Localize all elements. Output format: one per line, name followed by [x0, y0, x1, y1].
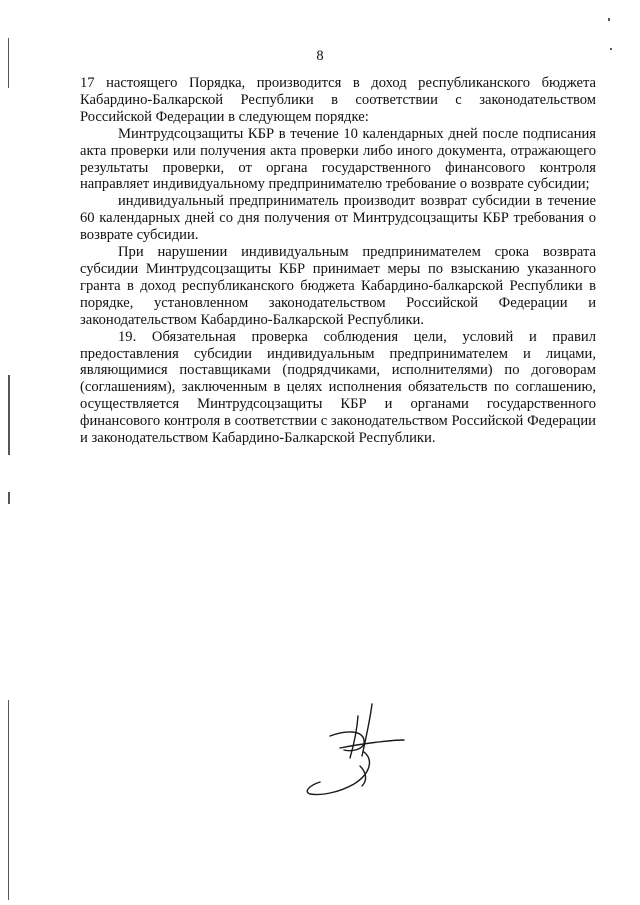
paragraph: При нарушении индивидуальным предпринимателем срока возврата субсидии Минтрудсоцзащиты КБР принимает меры по взысканию указанного гранта в доход республиканского бюджета Кабардино-балкарской Республики в порядке, установленном законодательством Российской Федерации и законодательством Кабардино-Балкарской Республики. — [80, 244, 596, 328]
page-number: 8 — [316, 48, 324, 64]
scan-edge-mark — [8, 375, 10, 455]
handwritten-signature — [300, 700, 420, 810]
paragraph: 17 настоящего Порядка, производится в доход республиканского бюджета Кабардино-Балкарской Республики в соответствии с законодательством Российской Федерации в следующем порядке: — [80, 75, 596, 125]
paragraph: 19. Обязательная проверка соблюдения цели, условий и правил предоставления субсидии индивидуальным предпринимателем и лицами, являющимися поставщиками (подрядчиками, исполнителями) по договорам (соглашениям), заключенным в целях исполнения обязательств по соглашению, осуществляется Минтрудсоцзащиты КБР и органами государственного финансового контроля в соответствии с законодательством Российской Федерации и законодательством Кабардино-Балкарской Республики. — [80, 328, 596, 447]
scan-edge-mark — [8, 492, 10, 504]
document-body — [80, 75, 596, 447]
paragraph: индивидуальный предприниматель производит возврат субсидии в течение 60 календарных дней со дня получения от Минтрудсоцзащиты КБР требования о возврате субсидии. — [80, 193, 596, 244]
scan-edge-mark — [8, 700, 9, 900]
scan-edge-mark — [608, 18, 610, 21]
paragraph: Минтрудсоцзащиты КБР в течение 10 календарных дней после подписания акта проверки или получения акта проверки либо иного документа, отражающего результаты проверки, от органа государственного финансового контроля направляет индивидуальному предпринимателю требование о возврате субсидии; — [80, 125, 596, 193]
